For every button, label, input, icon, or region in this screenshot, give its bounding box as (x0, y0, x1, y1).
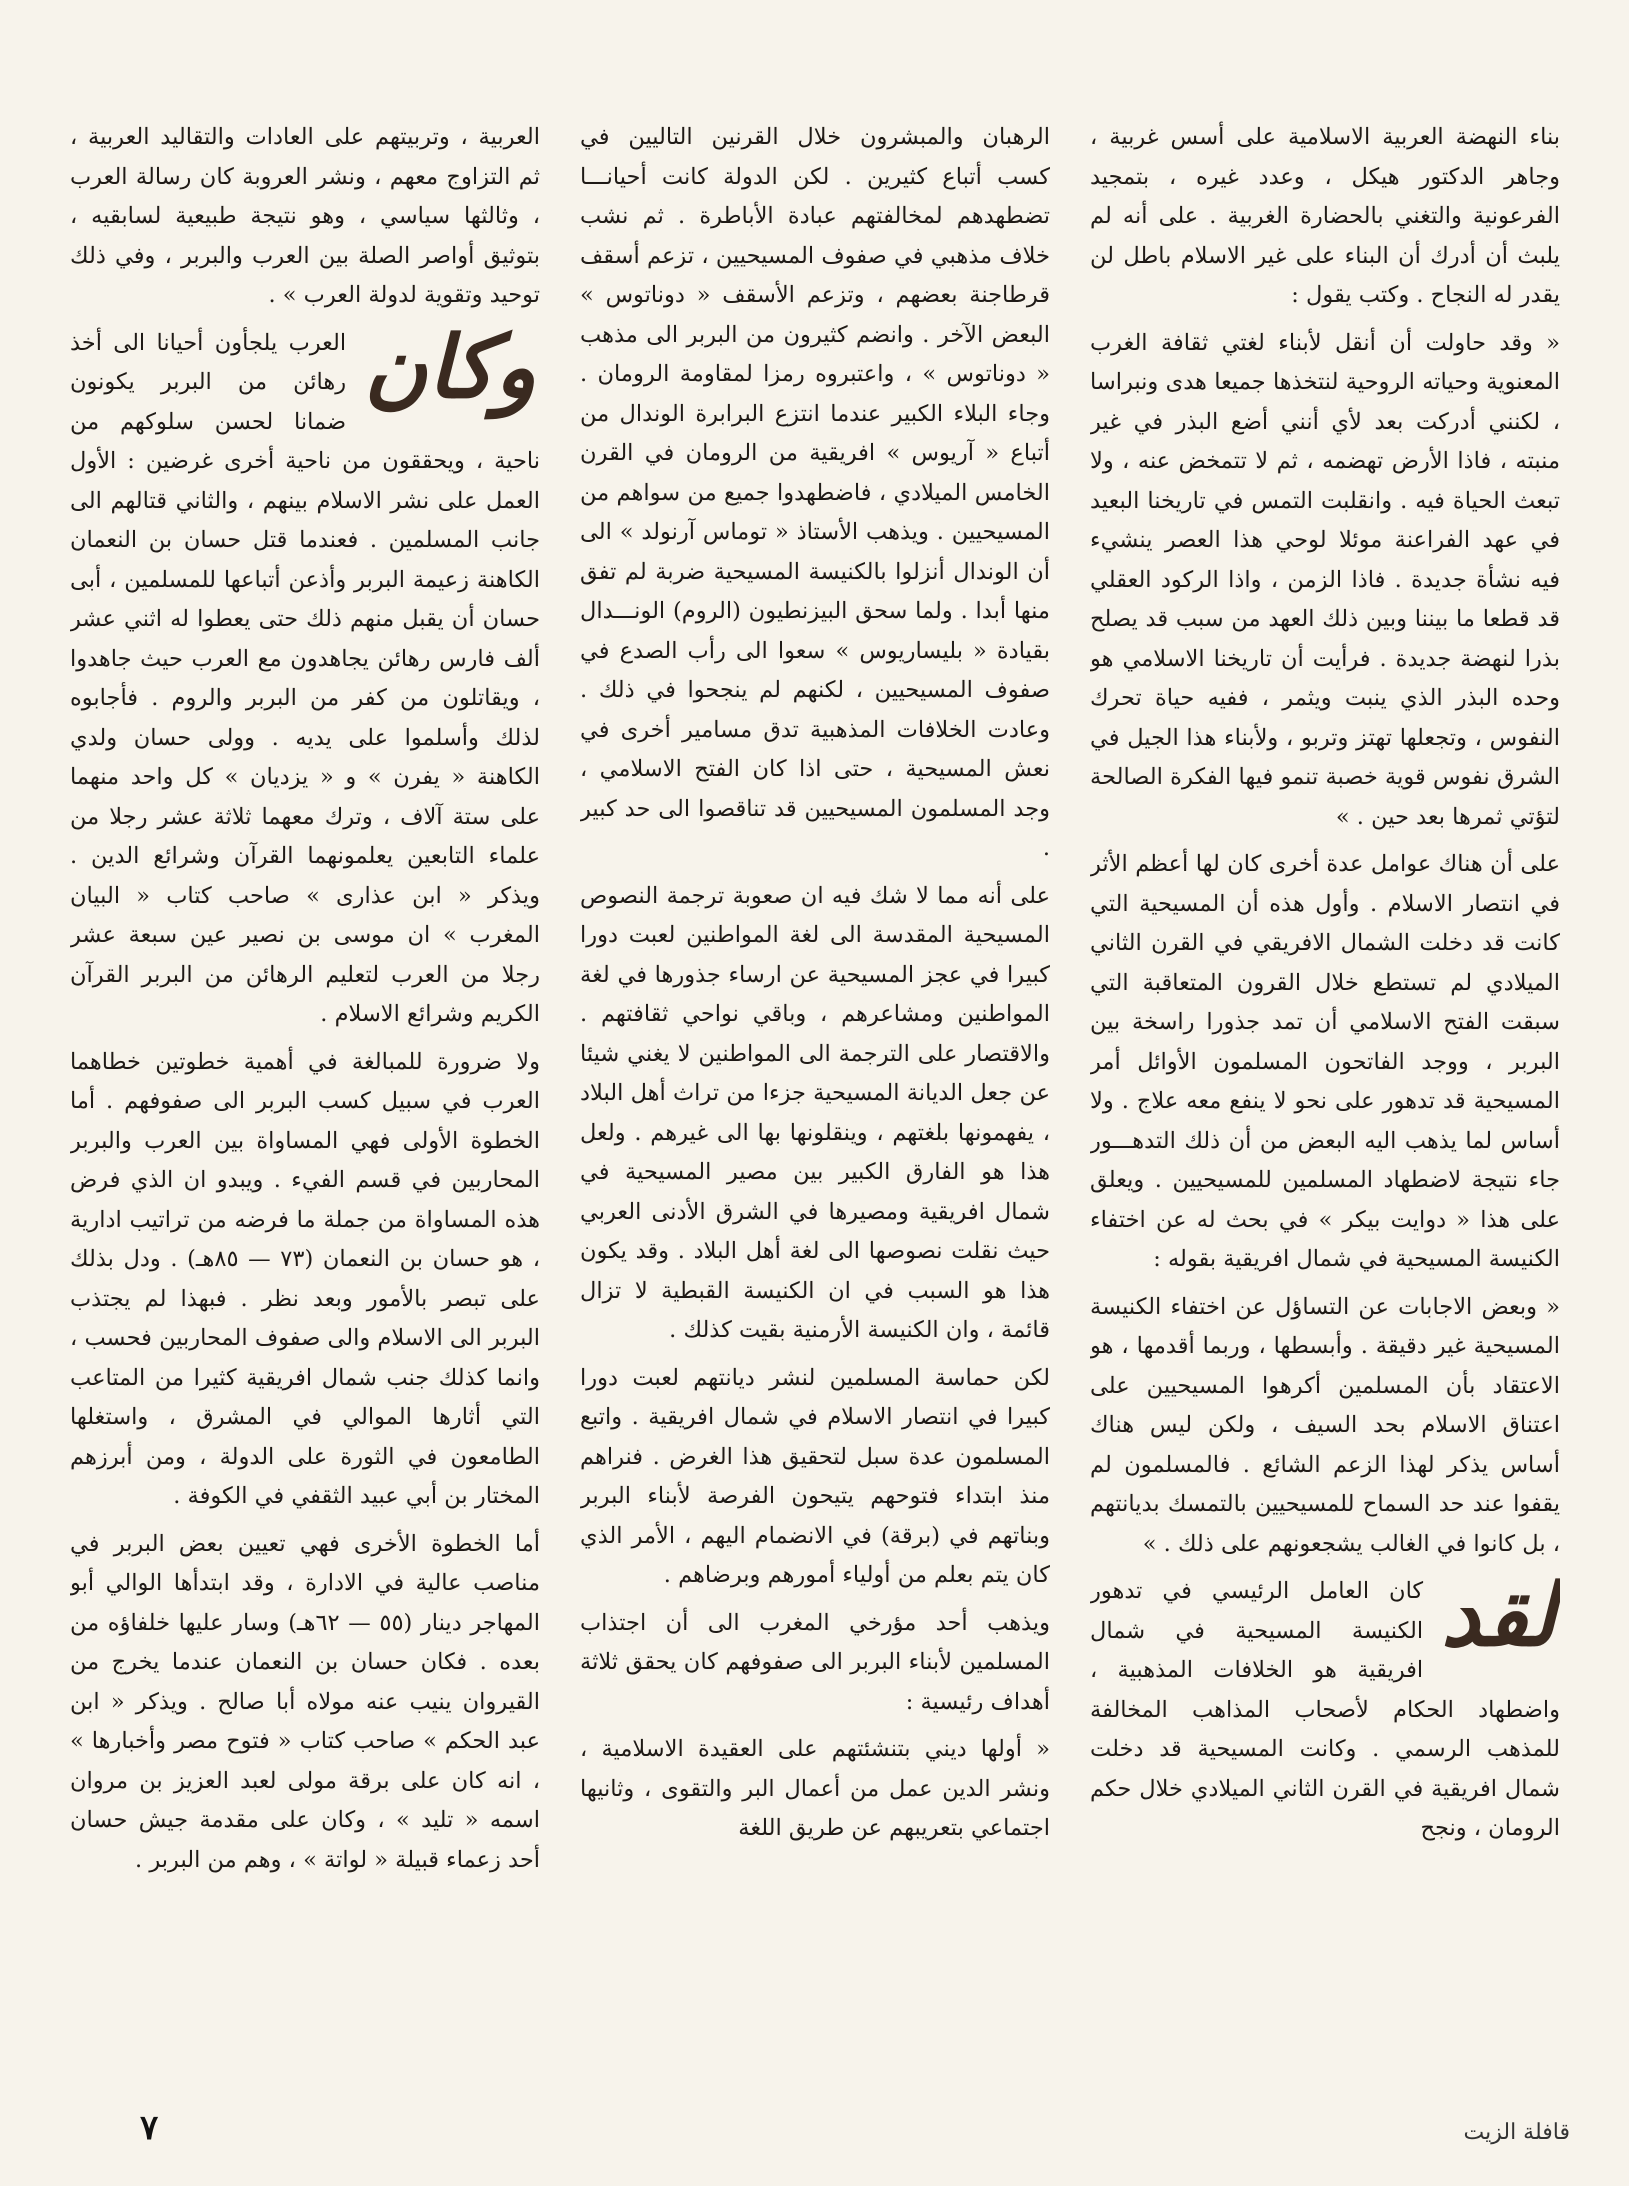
page-number: ٧ (140, 2108, 159, 2148)
magazine-title: قافلة الزيت (1463, 2120, 1570, 2145)
paragraph: على أن هناك عوامل عدة أخرى كان لها أعظم الأثر في انتصار الاسلام . وأول هذه أن المسيحية التي كانت قد دخلت الشمال الافريقي في القرن الثاني الميلادي لم تستطع خلال القرون المتعاقبة التي سبقت الفتح الاسلامي أن تمد جذورا راسخة بين البربر ، ووجد الفاتحون المسلمون الأوائل أمر المسيحية قد تدهور على نحو لا ينفع معه علاج . ولا أساس لما يذهب اليه البعض من أن ذلك التدهـــور جاء نتيجة لاضطهاد المسلمين للمسيحيين . ويعلق على هذا « دوايت بيكر » في بحث له عن اختفاء الكنيسة المسيحية في شمال افريقية بقوله : (1090, 851, 1560, 1272)
dropcap: وكان (364, 316, 536, 418)
paragraph: ويذهب أحد مؤرخي المغرب الى أن اجتذاب المسلمين لأبناء البربر الى صفوفهم كان يحقق ثلاثة أهداف رئيسية : (580, 1609, 1050, 1715)
paragraph-with-dropcap (70, 316, 540, 1035)
paragraph: بناء النهضة العربية الاسلامية على أسس غربية ، وجاهر الدكتور هيكل ، وعدد غيره ، بتمجيد الفرعونية والتغني بالحضارة الغربية . على أنه لم يلبث أن أدرك أن البناء على غير الاسلام باطل لن يقدر له النجاح . وكتب يقول : (1090, 124, 1560, 308)
paragraph: « وقد حاولت أن أنقل لأبناء لغتي ثقافة الغرب المعنوية وحياته الروحية لنتخذها جميعا هدى ونبراسا ، لكنني أدركت بعد لأي أنني أضع البذر في غير منبته ، فاذا الأرض تهضمه ، ثم لا تتمخض عنه ، ولا تبعث الحياة فيه . وانقلبت التمس في تاريخنا البعيد في عهد الفراعنة موئلا لوحي هذا العصر ينشيء فيه نشأة جديدة . فاذا الزمن ، واذا الركود العقلي قد قطعا ما بيننا وبين ذلك العهد من سبب قد يصلح بذرا لنهضة جديدة . فرأيت أن تاريخنا الاسلامي هو وحده البذر الذي ينبت ويثمر ، ففيه حياة تحرك النفوس ، وتجعلها تهتز وتربو ، ولأبناء هذا الجيل في الشرق نفوس قوية خصبة تنمو فيها الفكرة الصالحة لتؤتي ثمرها بعد حين . » (1090, 329, 1560, 830)
paragraph: « وبعض الاجابات عن التساؤل عن اختفاء الكنيسة المسيحية غير دقيقة . وأبسطها ، وربما أقدمها ، هو الاعتقاد بأن المسلمين أكرهوا المسيحيين على اعتناق الاسلام بحد السيف ، ولكن ليس هناك أساس يذكر لهذا الزعم الشائع . فالمسلمون لم يقفوا عند حد السماح للمسيحيين بالتمسك بديانتهم ، بل كانوا في الغالب يشجعونهم على ذلك . » (1090, 1293, 1560, 1557)
paragraph: « أولها ديني بتنشئتهم على العقيدة الاسلامية ، ونشر الدين عمل من أعمال البر والتقوى ، وثانيها اجتماعي بتعريبهم عن طريق اللغة (580, 1736, 1050, 1841)
column-left (70, 118, 540, 2078)
column-middle (580, 118, 1050, 2078)
paragraph: أما الخطوة الأخرى فهي تعيين بعض البربر في مناصب عالية في الادارة ، وقد ابتدأها الوالي أبو المهاجر دينار (٥٥ — ٦٢هـ) وسار عليها خلفاؤه من بعده . فكان حسان بن النعمان عندما يخرج من القيروان ينيب عنه مولاه أبا صالح . ويذكر « ابن عبد الحكم » صاحب كتاب « فتوح مصر وأخبارها » ، انه كان على برقة مولى لعبد العزيز بن مروان اسمه « تليد » ، وكان على مقدمة جيش حسان أحد زعماء قبيلة « لواتة » ، وهم من البربر . (70, 1530, 540, 1873)
paragraph-text: العرب يلجأون أحيانا الى أخذ رهائن من البربر يكونون ضمانا لحسن سلوكهم من ناحية ، ويحققون من ناحية أخرى غرضين : الأول العمل على نشر الاسلام بينهم ، والثاني قتالهم الى جانب المسلمين . فعندما قتل حسان بن النعمان الكاهنة زعيمة البربر وأذعن أتباعها للمسلمين ، أبى حسان أن يقبل منهم ذلك حتى يعطوا له اثني عشر ألف فارس رهائن يجاهدون مع العرب حيث جاهدوا ، ويقاتلون من كفر من البربر والروم . فأجابوه لذلك وأسلموا على يديه . وولى حسان ولدي الكاهنة « يفرن » و « يزديان » كل واحد منهما على ستة آلاف ، وترك معهما ثلاثة عشر رجلا من علماء التابعين يعلمونهما القرآن وشرائع الدين . ويذكر « ابن عذارى » صاحب كتاب « البيان المغرب » ان موسى بن نصير عين سبعة عشر رجلا من العرب لتعليم الرهائن من البربر القرآن الكريم وشرائع الاسلام . (70, 329, 540, 1027)
paragraph: لكن حماسة المسلمين لنشر ديانتهم لعبت دورا كبيرا في انتصار الاسلام في شمال افريقية . واتبع المسلمون عدة سبل لتحقيق هذا الغرض . فنراهم منذ ابتداء فتوحهم يتيحون الفرصة لأبناء البربر وبناتهم في (برقة) في الانضمام اليهم ، الأمر الذي كان يتم بعلم من أولياء أمورهم وبرضاهم . (580, 1364, 1050, 1588)
paragraph-text: كان العامل الرئيسي في تدهور الكنيسة المسيحية في شمال افريقية هو الخلافات المذهبية ، واضطهاد الحكام لأصحاب المذاهب المخالفة للمذهب الرسمي . وكانت المسيحية قد دخلت شمال افريقية في القرن الثاني الميلادي خلال حكم الرومان ، ونجح (1090, 1578, 1560, 1841)
paragraph: الرهبان والمبشرون خلال القرنين التاليين في كسب أتباع كثيرين . لكن الدولة كانت أحيانـــا تضطهدهم لمخالفتهم عبادة الأباطرة . ثم نشب خلاف مذهبي في صفوف المسيحيين ، تزعم أسقف قرطاجنة بعضهم ، وتزعم الأسقف « دوناتوس » البعض الآخر . وانضم كثيرون من البربر الى مذهب « دوناتوس » ، واعتبروه رمزا لمقاومة الرومان . وجاء البلاء الكبير عندما انتزع البرابرة الوندال من أتباع « آريوس » افريقية من الرومان في القرن الخامس الميلادي ، فاضطهدوا جميع من سواهم من المسيحيين . ويذهب الأستاذ « توماس آرنولد » الى أن الوندال أنزلوا بالكنيسة المسيحية ضربة لم تفق منها أبدا . ولما سحق البيزنطيون (الروم) الونـــدال بقيادة « بليساريوس » سعوا الى رأب الصدع في صفوف المسيحيين ، لكنهم لم ينجحوا في ذلك . وعادت الخلافات المذهبية تدق مسامير أخرى في نعش المسيحية ، حتى اذا كان الفتح الاسلامي ، وجد المسلمون المسيحيين قد تناقصوا الى حد كبير . (580, 124, 1050, 861)
paragraph: على أنه مما لا شك فيه ان صعوبة ترجمة النصوص المسيحية المقدسة الى لغة المواطنين لعبت دورا كبيرا في عجز المسيحية عن ارساء جذورها في لغة المواطنين ومشاعرهم ، وباقي نواحي ثقافتهم . والاقتصار على الترجمة الى المواطنين لا يغني شيئا عن جعل الديانة المسيحية جزءا من تراث أهل البلاد ، يفهمونها بلغتهم ، وينقلونها بها الى غيرهم . ولعل هذا هو الفارق الكبير بين مصير المسيحية في شمال افريقية ومصيرها في الشرق الأدنى العربي حيث نقلت نصوصها الى لغة أهل البلاد . وقد يكون هذا هو السبب في ان الكنيسة القبطية لا تزال قائمة ، وان الكنيسة الأرمنية بقيت كذلك . (580, 882, 1050, 1343)
column-right (1090, 118, 1560, 2078)
article-columns (70, 118, 1560, 2078)
paragraph: العربية ، وتربيتهم على العادات والتقاليد العربية ، ثم التزاوج معهم ، ونشر العروبة كان رسالة العرب ، وثالثها سياسي ، وهو نتيجة طبيعية لسابقيه ، بتوثيق أواصر الصلة بين العرب والبربر ، وفي ذلك توحيد وتقوية لدولة العرب » . (70, 124, 540, 308)
dropcap: لقد (1441, 1565, 1556, 1666)
paragraph-with-dropcap (1090, 1565, 1560, 1849)
paragraph: ولا ضرورة للمبالغة في أهمية خطوتين خطاهما العرب في سبيل كسب البربر الى صفوفهم . أما الخطوة الأولى فهي المساواة بين العرب والبربر المحاربين في قسم الفيء . ويبدو ان الذي فرض هذه المساواة من جملة ما فرضه من تراتيب ادارية ، هو حسان بن النعمان (٧٣ — ٨٥هـ) . ودل بذلك على تبصر بالأمور وبعد نظر . فبهذا لم يجتذب البربر الى الاسلام والى صفوف المحاربين فحسب ، وانما كذلك جنب شمال افريقية كثيرا من المتاعب التي أثارها الموالي في المشرق ، واستغلها الطامعون في الثورة على الدولة ، ومن أبرزهم المختار بن أبي عبيد الثقفي في الكوفة . (70, 1048, 540, 1509)
